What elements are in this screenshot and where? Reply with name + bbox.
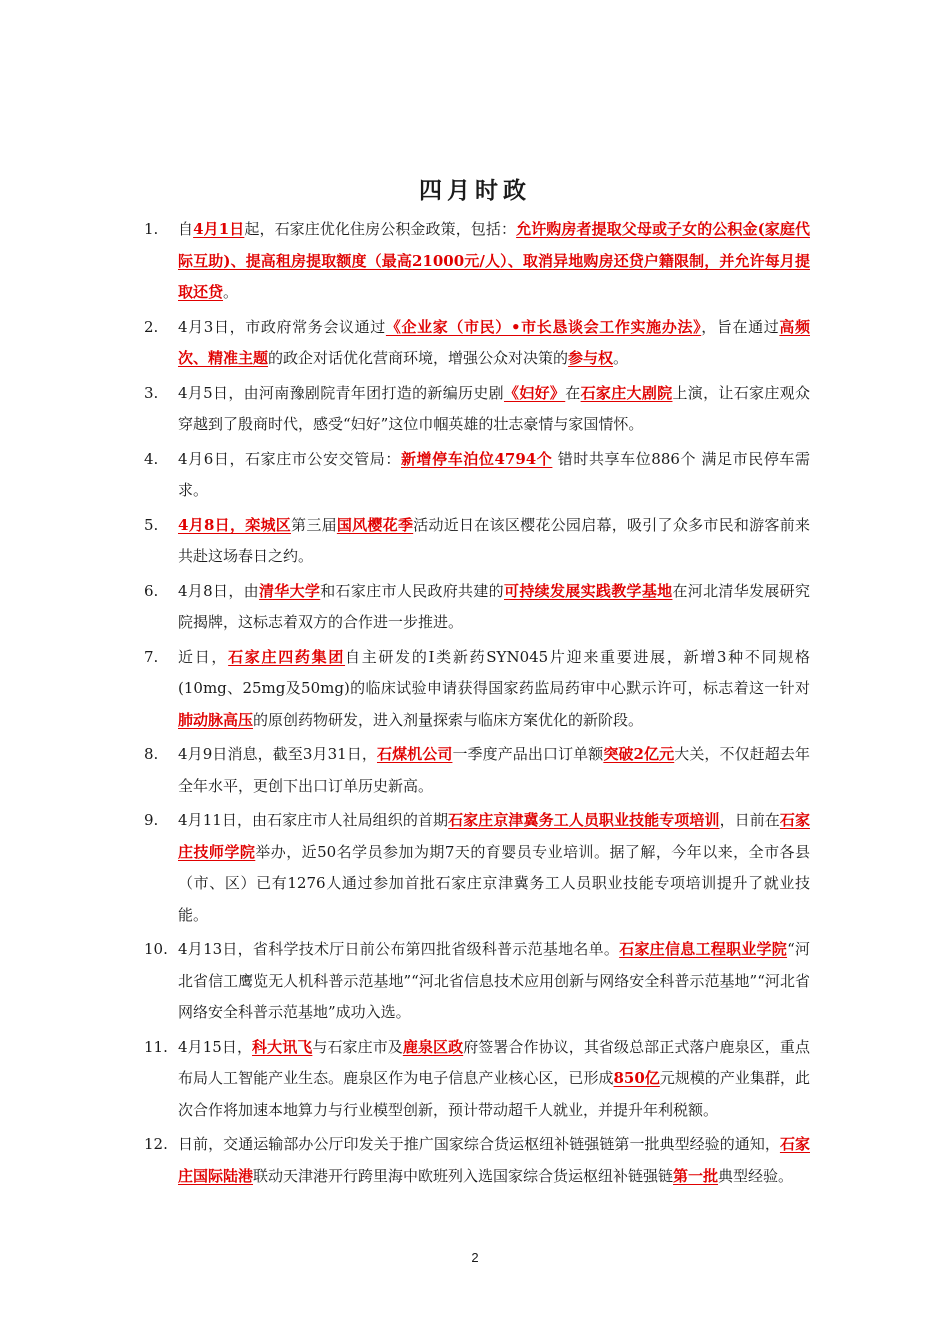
item-text: 日前，交通运输部办公厅印发关于推广国家综合货运枢纽补链强链第一批典型经验的通知， <box>178 1135 780 1153</box>
item-text: 举办，近50名学员参加为期7天的育婴员专业培训。据了解，今年以来，全市各县（市、区）已有1276人通过参加首批石家庄京津冀务工人员职业技能专项培训提升了就业技能。 <box>178 842 810 924</box>
item-number: 9. <box>144 811 159 829</box>
news-item <box>140 312 810 375</box>
item-text: 4月3日，市政府常务会议通过 <box>178 317 386 336</box>
highlighted-text: 《妇好》 <box>503 383 566 402</box>
item-text: 活动近日在该区樱花公园启幕，吸引了众多市民和游客前来共赴这场春日之约。 <box>178 515 810 565</box>
item-text: 上演，让石家庄观众穿越到了殷商时代，感受“妇好”这位巾帼英雄的壮志豪情与家国情怀。 <box>178 383 810 433</box>
news-item <box>140 642 810 737</box>
item-text: “河北省信工鹰览无人机科普示范基地”“河北省信息技术应用创新与网络安全科普示范基地”“河北省网络安全科普示范基地”成功入选。 <box>178 940 810 1021</box>
page-title: 四月时政 <box>419 178 531 204</box>
item-text: 的原创药物研发，进入剂量探索与临床方案优化的新阶段。 <box>253 710 644 729</box>
item-number: 11. <box>144 1037 168 1056</box>
item-number: 6. <box>144 581 159 600</box>
highlighted-text: 850亿 <box>613 1069 660 1087</box>
highlighted-text: 清华大学 <box>258 581 321 600</box>
item-number: 8. <box>144 745 159 763</box>
news-item <box>140 1129 810 1192</box>
item-text: 4月9日消息，截至3月31日， <box>178 745 377 763</box>
highlighted-text: 石家庄技师学院 <box>178 811 810 861</box>
item-number: 5. <box>144 515 159 534</box>
highlighted-text: 鹿泉区政 <box>402 1037 464 1056</box>
highlighted-text: 石家庄京津冀务工人员职业技能专项培训 <box>448 811 720 829</box>
item-number: 10. <box>144 940 168 958</box>
item-text: 与石家庄市及 <box>312 1037 403 1056</box>
item-text: 4月8日，由 <box>178 581 259 600</box>
news-item <box>140 576 810 639</box>
highlighted-text: 突破2亿元 <box>603 745 675 763</box>
highlighted-text: 《企业家（市民）•市长恳谈会工作实施办法》 <box>385 317 702 336</box>
item-text: ，旨在通过 <box>701 317 780 336</box>
news-item <box>140 739 810 802</box>
item-number: 12. <box>144 1135 168 1153</box>
highlighted-text: 允许购房者提取父母或子女的公积金(家庭代际互助)、提高租房提取额度（最高21000元/人）、取消异地购房还贷户籍限制，并允许每月提取还贷 <box>178 220 810 301</box>
item-text: 4月13日，省科学技术厅日前公布第四批省级科普示范基地名单。 <box>178 940 620 958</box>
item-text: 在 <box>565 383 581 402</box>
news-item <box>140 214 810 309</box>
item-text: 。 <box>223 283 239 301</box>
item-number: 2. <box>144 317 159 336</box>
news-item <box>140 510 810 573</box>
highlighted-text: 国风樱花季 <box>336 515 414 534</box>
news-item <box>140 805 810 931</box>
item-number: 3. <box>144 383 159 402</box>
item-number: 1. <box>144 220 159 238</box>
highlighted-text: 石家庄信息工程职业学院 <box>619 940 788 958</box>
item-text: 起，石家庄优化住房公积金政策，包括： <box>244 220 517 238</box>
item-text: 第三届 <box>291 515 337 534</box>
highlighted-text: 石家庄国际陆港 <box>178 1135 810 1185</box>
highlighted-text: 第一批 <box>673 1166 719 1185</box>
item-number: 4. <box>144 449 159 468</box>
highlighted-text: 可持续发展实践教学基地 <box>504 581 673 600</box>
news-list <box>140 214 810 1195</box>
item-text: 典型经验。 <box>718 1166 794 1185</box>
highlighted-text: 肺动脉高压 <box>178 710 254 729</box>
item-text: 4月5日，由河南豫剧院青年团打造的新编历史剧 <box>178 383 504 402</box>
highlighted-text: 4月8日，栾城区 <box>178 515 292 534</box>
highlighted-text: 石家庄四药集团 <box>228 647 346 666</box>
news-item <box>140 444 810 507</box>
item-text: 一季度产品出口订单额 <box>452 745 604 763</box>
highlighted-text: 高频次、精准主题 <box>178 317 810 367</box>
news-item <box>140 378 810 441</box>
item-text: 元规模的产业集群，此次合作将加速本地算力与行业模型创新，预计带动超千人就业，并提升年利税额。 <box>178 1069 810 1119</box>
item-text: 和石家庄市人民政府共建的 <box>320 581 504 600</box>
item-text: ，日前在 <box>719 811 780 829</box>
highlighted-text: 新增停车泊位4794个 <box>400 449 553 468</box>
item-text: 在河北清华发展研究院揭牌，这标志着双方的合作进一步推进。 <box>178 581 810 631</box>
highlighted-text: 科大讯飞 <box>252 1037 313 1056</box>
item-text: 错时共享车位886个 满足市民停车需求。 <box>178 449 811 499</box>
item-number: 7. <box>144 647 159 666</box>
item-text: 4月15日， <box>178 1037 253 1056</box>
highlighted-text: 石家庄大剧院 <box>580 383 673 402</box>
item-text: 4月6日，石家庄市公安交管局： <box>178 449 401 468</box>
item-text: 府签署合作协议，其省级总部正式落户鹿泉区，重点布局人工智能产业生态。鹿泉区作为电子信息产业核心区，已形成 <box>178 1037 810 1087</box>
item-text: 自主研发的I类新药SYN045片迎来重要进展，新增3种不同规格(10mg、25mg及50mg)的临床试验申请获得国家药监局药审中心默示许可，标志着这一针对 <box>178 647 810 697</box>
item-text: 的政企对话优化营商环境，增强公众对决策的 <box>268 349 569 367</box>
item-text: 4月11日，由石家庄市人社局组织的首期 <box>178 811 449 829</box>
item-text: 。 <box>613 349 629 367</box>
news-item <box>140 1032 810 1127</box>
news-item <box>140 934 810 1029</box>
item-text: 联动天津港开行跨里海中欧班列入选国家综合货运枢纽补链强链 <box>253 1166 674 1185</box>
item-text: 大关，不仅赶超去年全年水平，更创下出口订单历史新高。 <box>178 745 810 795</box>
page-number: 2 <box>471 1250 479 1265</box>
highlighted-text: 参与权 <box>568 349 614 367</box>
highlighted-text: 4月1日 <box>193 220 245 238</box>
highlighted-text: 石煤机公司 <box>376 745 453 763</box>
item-text: 自 <box>178 220 194 238</box>
item-text: 近日， <box>178 647 229 666</box>
